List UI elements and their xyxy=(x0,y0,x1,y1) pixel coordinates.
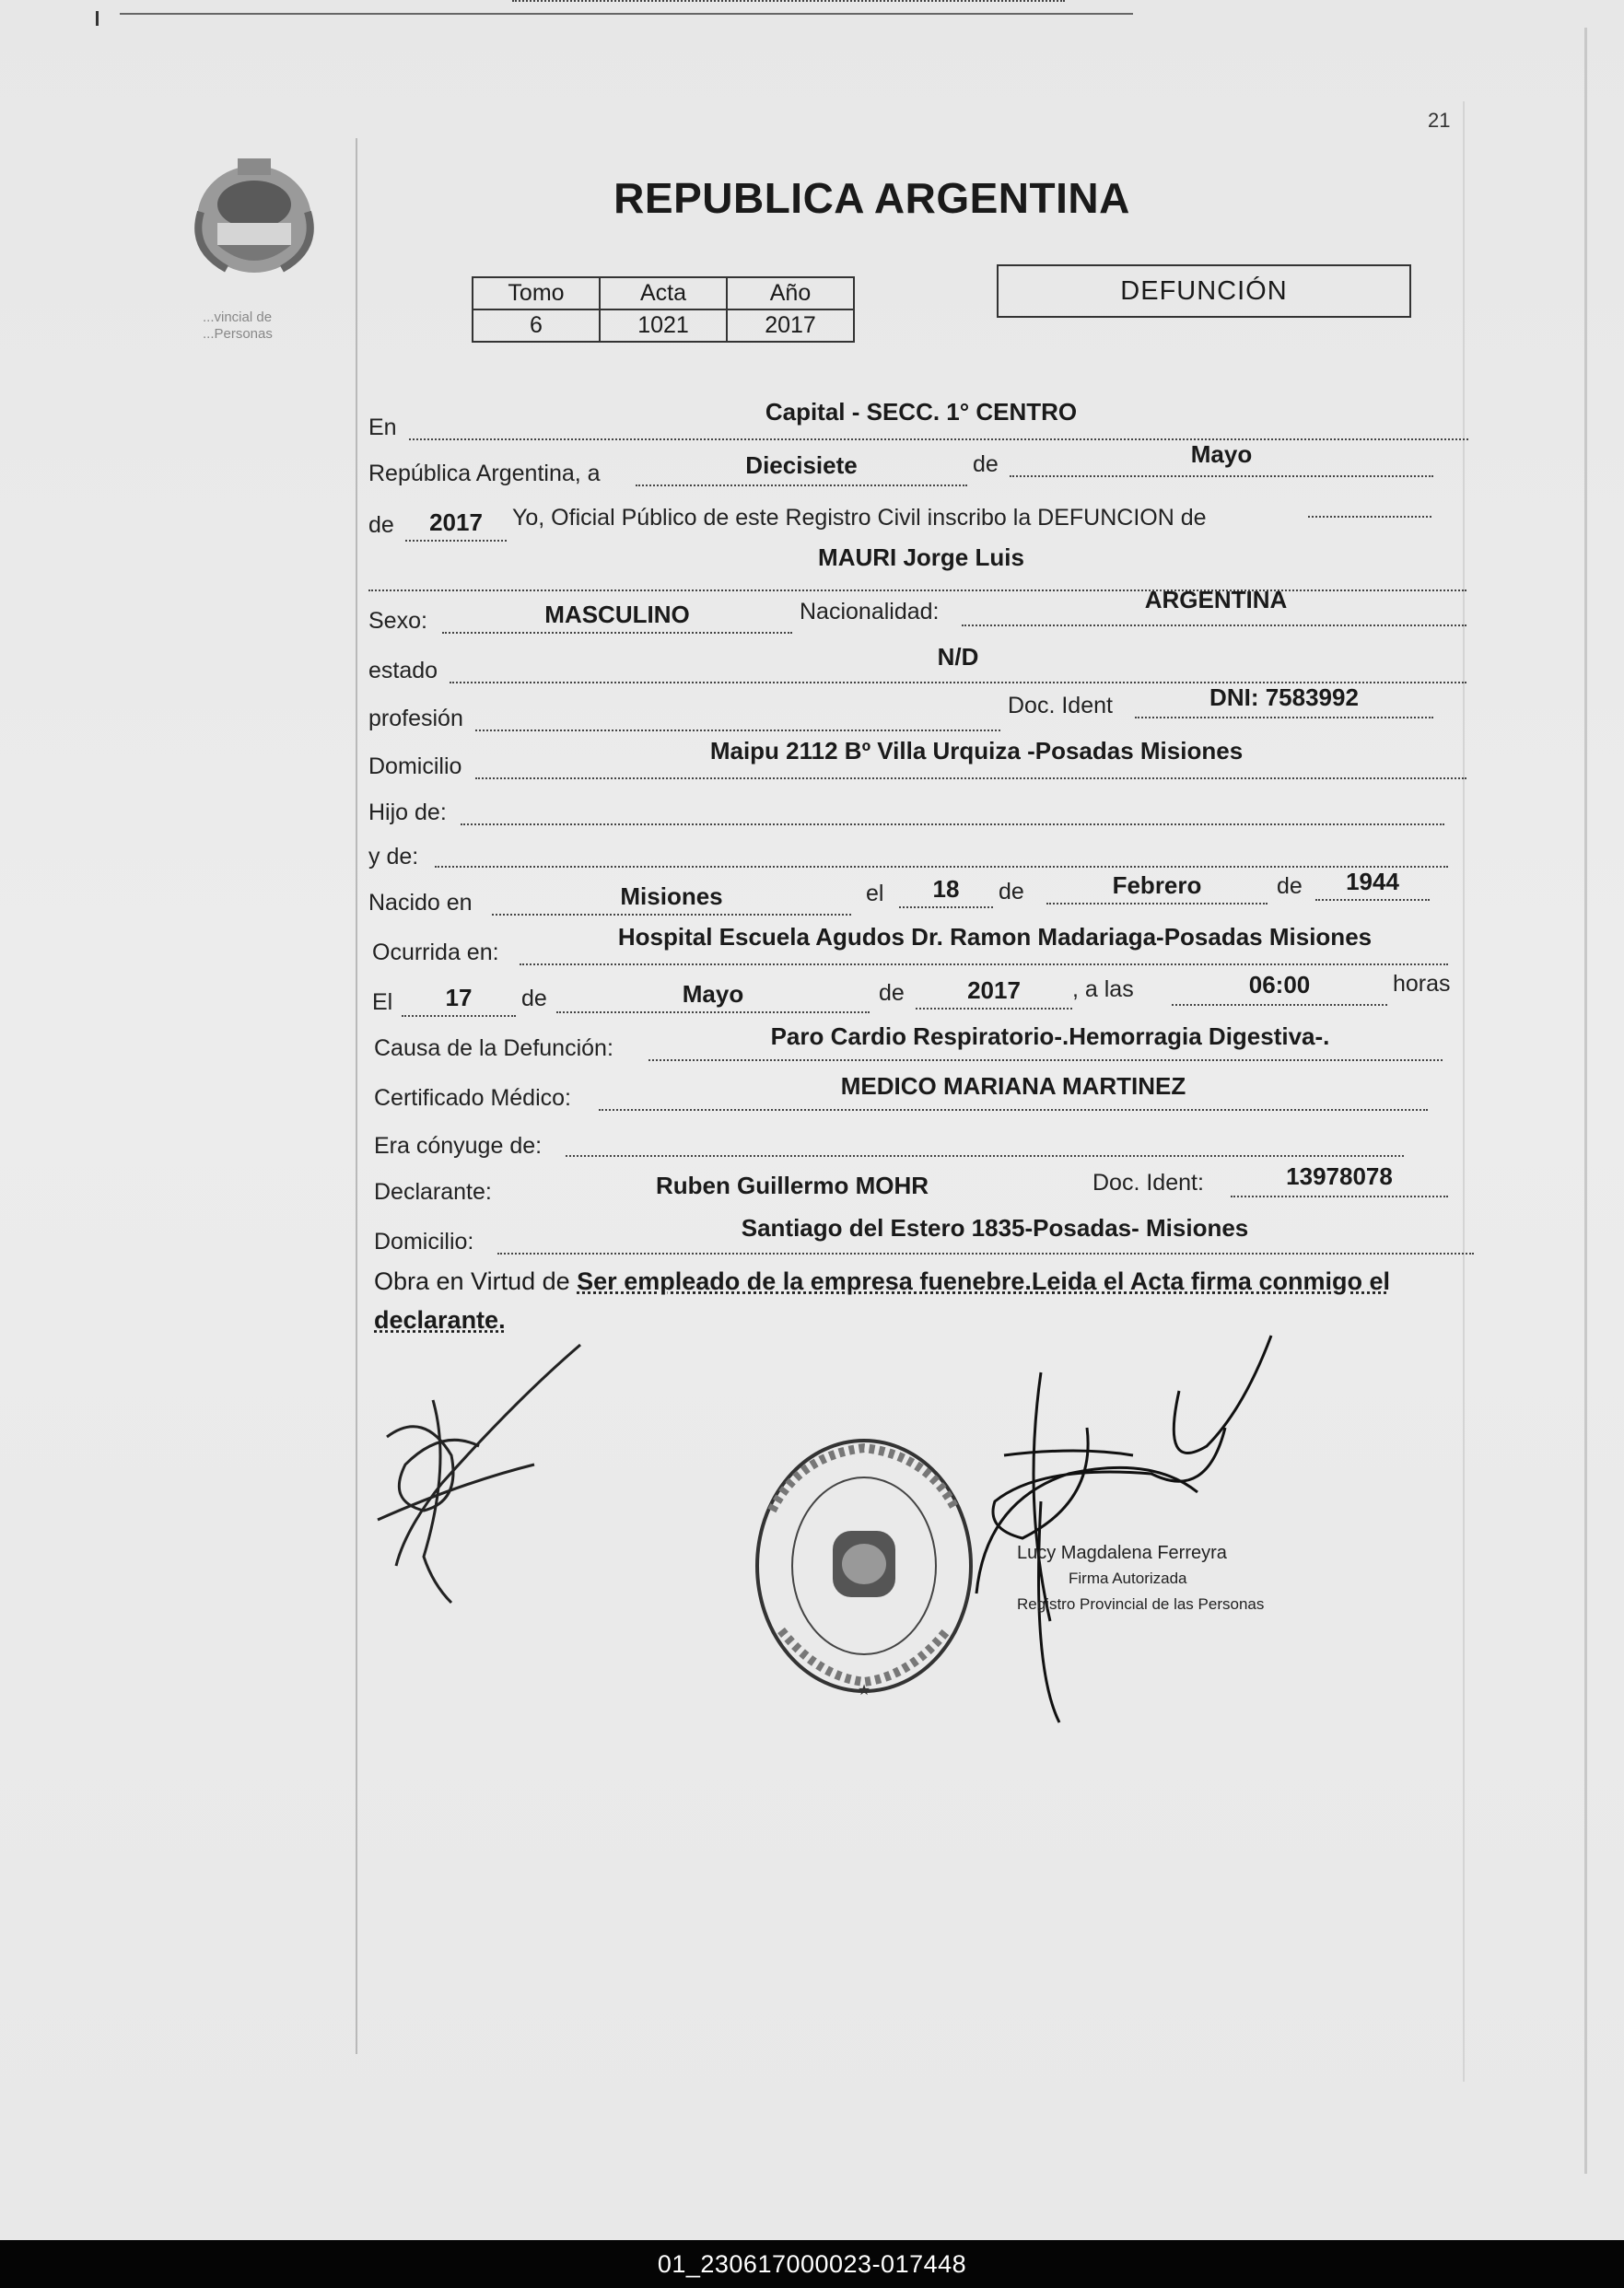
dotted-line xyxy=(962,625,1466,626)
label-domicilio: Domicilio xyxy=(368,753,462,779)
authorized-signer xyxy=(1017,1540,1264,1617)
dotted-line xyxy=(1135,717,1433,718)
label-estado: estado xyxy=(368,658,438,683)
value-tomo: 6 xyxy=(473,309,600,342)
value-nacido-anio: 1944 xyxy=(1346,868,1399,895)
value-acta: 1021 xyxy=(600,309,727,342)
dotted-line xyxy=(442,632,792,634)
official-signature xyxy=(967,1317,1317,1750)
label-obra: Obra en Virtud de xyxy=(374,1267,570,1295)
crest-caption-line: ...vincial de xyxy=(203,309,273,325)
value-nacido-dia: 18 xyxy=(932,875,960,903)
value-anio: 2017 xyxy=(429,508,483,536)
value-hora: 06:00 xyxy=(1248,971,1311,998)
signer-name: Lucy Magdalena Ferreyra xyxy=(1017,1543,1227,1563)
label-de-falle-mes: de xyxy=(521,986,547,1011)
table-header-row xyxy=(473,277,854,309)
label-republica: República Argentina, a xyxy=(368,461,601,486)
header-anio: Año xyxy=(727,277,854,309)
value-lugar: Capital - SECC. 1° CENTRO xyxy=(765,398,1078,426)
value-declarante: Ruben Guillermo MOHR xyxy=(655,1172,929,1199)
label-causa: Causa de la Defunción: xyxy=(374,1035,613,1061)
record-table xyxy=(472,276,855,343)
value-falle-mes: Mayo xyxy=(682,980,744,1008)
label-nacido-en: Nacido en xyxy=(368,890,473,916)
dotted-line xyxy=(475,777,1466,779)
value-obra: Ser empleado de la empresa fuenebre.Leida el Acta firma conmigo el declarante. xyxy=(374,1267,1390,1334)
label-de-falle-anio: de xyxy=(879,980,905,1006)
label-horas: horas xyxy=(1393,971,1451,997)
crest-caption-line: ...Personas xyxy=(203,326,273,342)
dotted-line xyxy=(492,914,851,916)
scan-identifier: 01_230617000023-017448 xyxy=(0,2240,1624,2288)
registry-seal-stamp xyxy=(744,1428,984,1704)
dotted-line xyxy=(461,823,1444,825)
label-certificado: Certificado Médico: xyxy=(374,1085,571,1111)
value-mes: Mayo xyxy=(1190,440,1253,468)
dotted-line xyxy=(475,730,1000,731)
dotted-line xyxy=(636,484,967,486)
label-doc-ident2: Doc. Ident: xyxy=(1092,1170,1204,1196)
dotted-line xyxy=(1308,516,1431,518)
header-tomo: Tomo xyxy=(473,277,600,309)
value-anio: 2017 xyxy=(727,309,854,342)
label-el-fallecimiento: El xyxy=(372,989,393,1015)
table-row xyxy=(473,309,854,342)
value-causa: Paro Cardio Respiratorio-.Hemorragia Digestiva-. xyxy=(770,1022,1330,1050)
signer-role: Firma Autorizada xyxy=(1069,1570,1187,1587)
dotted-line xyxy=(648,1059,1443,1061)
value-nacido-mes: Febrero xyxy=(1112,871,1202,899)
label-en: En xyxy=(368,414,397,440)
dotted-line xyxy=(512,0,1065,2)
page-edge xyxy=(1584,28,1587,2174)
value-domicilio: Maipu 2112 Bº Villa Urquiza -Posadas Misiones xyxy=(709,737,1244,765)
value-nacido-lugar: Misiones xyxy=(620,882,723,910)
label-de-anio: de xyxy=(368,512,394,538)
dotted-line xyxy=(1010,475,1433,477)
dotted-line xyxy=(916,1008,1072,1010)
page-number: 21 xyxy=(1428,109,1451,132)
page-title: REPUBLICA ARGENTINA xyxy=(613,174,1130,222)
signer-office: Registro Provincial de las Personas xyxy=(1017,1595,1265,1613)
dotted-line xyxy=(566,1155,1404,1157)
value-declarante-domicilio: Santiago del Estero 1835-Posadas- Misiones xyxy=(741,1214,1249,1242)
value-declarante-doc: 13978078 xyxy=(1286,1162,1393,1190)
label-doc-ident: Doc. Ident xyxy=(1008,693,1113,718)
dotted-line xyxy=(899,906,993,908)
value-ocurrida: Hospital Escuela Agudos Dr. Ramon Madariaga-Posadas Misiones xyxy=(617,923,1373,951)
svg-text:★: ★ xyxy=(857,1681,871,1698)
value-estado: N/D xyxy=(937,643,979,671)
dotted-line xyxy=(520,963,1448,965)
dotted-line xyxy=(1172,1004,1387,1006)
crest-caption xyxy=(203,309,273,343)
label-profesion: profesión xyxy=(368,706,463,731)
label-de-mes: de xyxy=(999,879,1024,905)
top-tick-mark xyxy=(96,11,99,26)
label-declarante: Declarante: xyxy=(374,1179,492,1205)
label-y-de: y de: xyxy=(368,844,419,870)
dotted-line xyxy=(599,1109,1428,1111)
record-type-box: DEFUNCIÓN xyxy=(997,264,1411,318)
value-nacionalidad: ARGENTINA xyxy=(1144,586,1288,613)
label-sexo: Sexo: xyxy=(368,608,427,634)
header-acta: Acta xyxy=(600,277,727,309)
dotted-line xyxy=(497,1253,1474,1255)
value-nombre: MAURI Jorge Luis xyxy=(818,543,1024,571)
value-doc: DNI: 7583992 xyxy=(1209,683,1359,711)
label-ocurrida-en: Ocurrida en: xyxy=(372,940,499,965)
label-de-anio2: de xyxy=(1277,873,1303,899)
value-falle-anio: 2017 xyxy=(967,976,1021,1004)
label-nacionalidad: Nacionalidad: xyxy=(800,599,940,625)
dotted-line xyxy=(435,866,1448,868)
value-certificado: MEDICO MARIANA MARTINEZ xyxy=(840,1072,1186,1100)
dotted-line xyxy=(1046,903,1268,905)
label-hijo-de: Hijo de: xyxy=(368,800,447,825)
label-de: de xyxy=(973,451,999,477)
dotted-line xyxy=(1315,899,1430,901)
value-sexo: MASCULINO xyxy=(544,601,690,628)
dotted-line xyxy=(556,1011,870,1013)
top-border-line xyxy=(120,13,1133,15)
dotted-line xyxy=(402,1015,516,1017)
label-domicilio2: Domicilio: xyxy=(374,1229,474,1255)
label-yo: Yo, Oficial Público de este Registro Civil inscribo la DEFUNCION de xyxy=(512,505,1207,531)
value-dia-texto: Diecisiete xyxy=(745,451,858,479)
dotted-line xyxy=(1231,1196,1448,1197)
label-a-las: , a las xyxy=(1072,976,1134,1002)
right-margin-rule xyxy=(1463,101,1465,2082)
declarant-signature xyxy=(368,1326,617,1612)
label-conyuge: Era cónyuge de: xyxy=(374,1133,543,1159)
value-falle-dia: 17 xyxy=(445,984,473,1011)
dotted-line xyxy=(405,540,507,542)
label-el: el xyxy=(866,881,884,906)
left-margin-rule xyxy=(356,138,357,2054)
